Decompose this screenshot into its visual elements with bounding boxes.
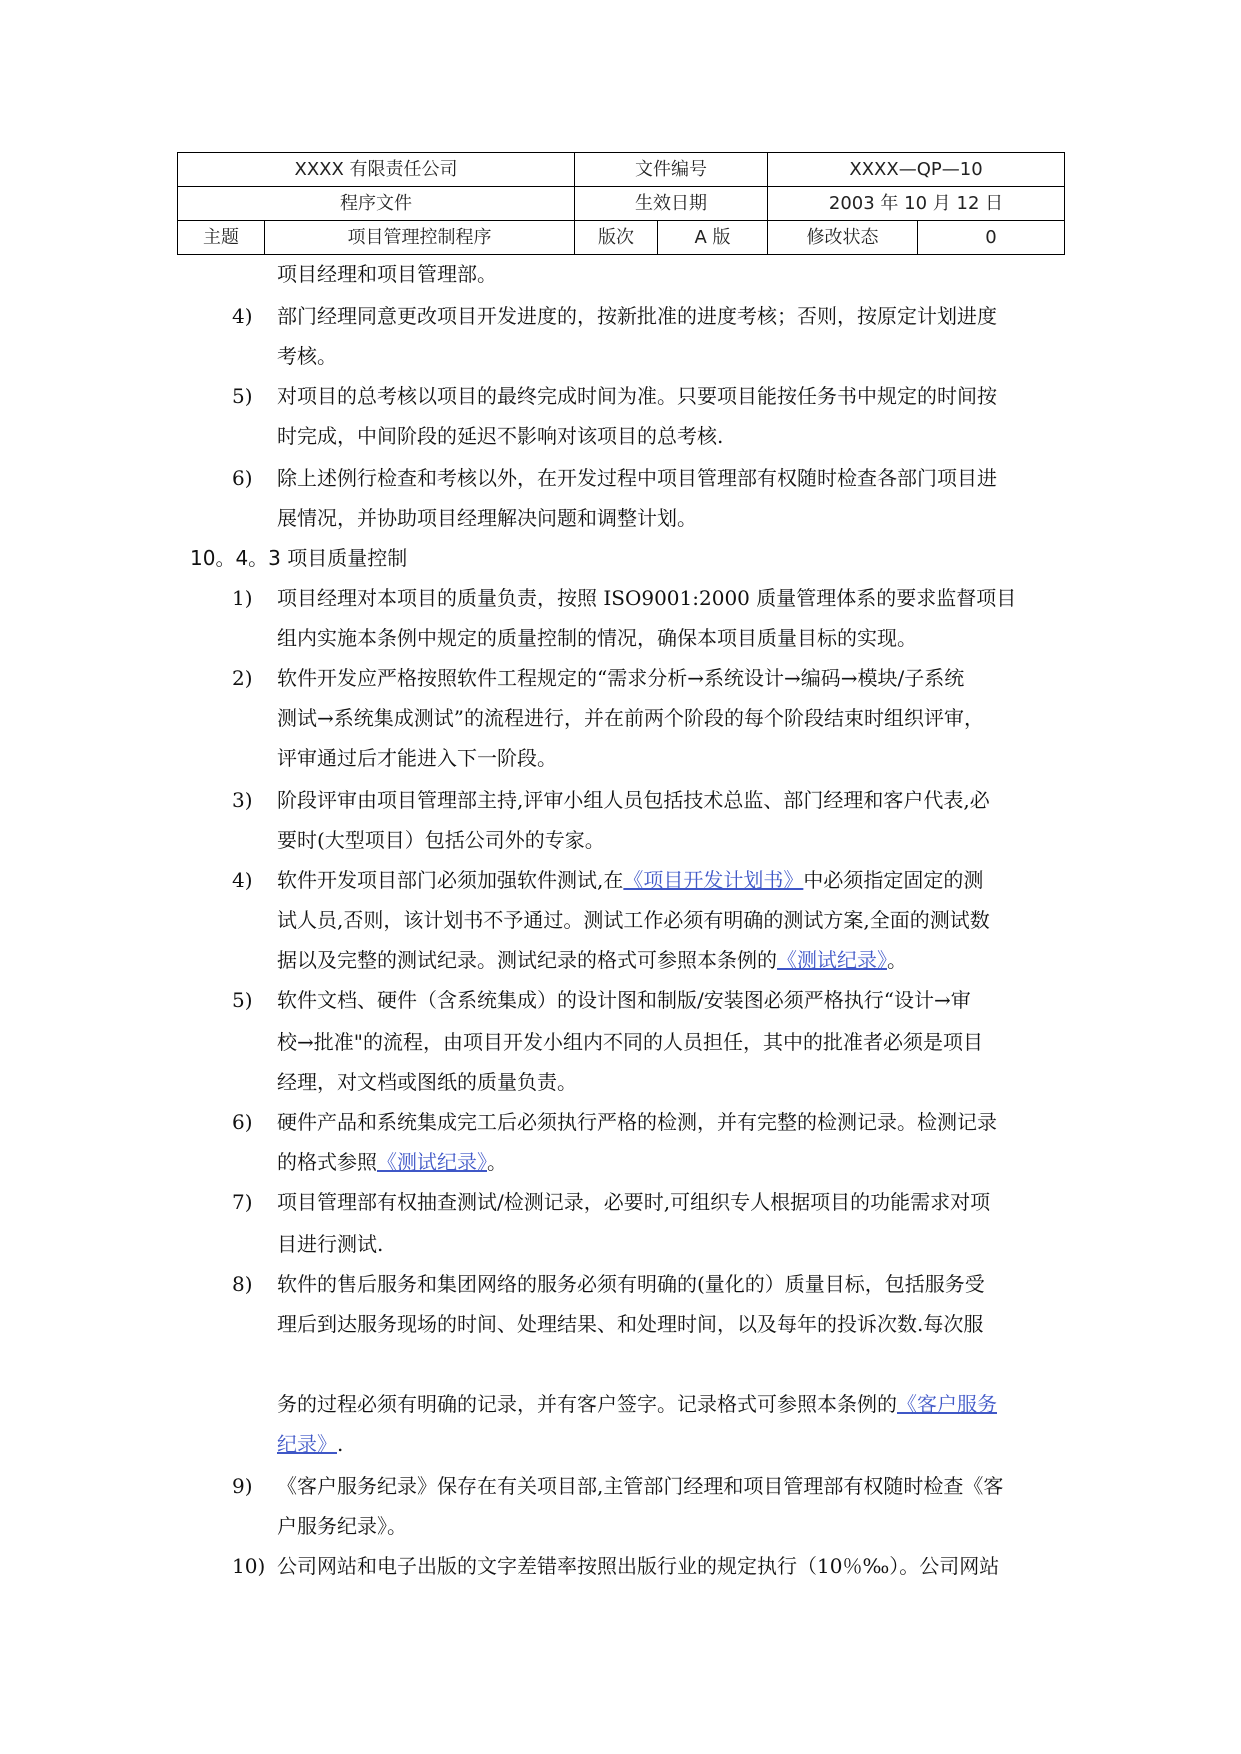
list-number: 4) [232, 868, 253, 892]
list-item-line: 务的过程必须有明确的记录，并有客户签字。记录格式可参照本条例的《客户服务 [277, 1392, 997, 1416]
document-type: 程序文件 [178, 187, 575, 221]
file-number: XXXX—QP—10 [768, 153, 1065, 187]
list-item-line: 时完成，中间阶段的延迟不影响对该项目的总考核. [277, 424, 724, 448]
file-number-label: 文件编号 [575, 153, 768, 187]
revision-label: 修改状态 [768, 221, 918, 255]
list-item-line: 对项目的总考核以项目的最终完成时间为准。只要项目能按任务书中规定的时间按 [277, 384, 997, 408]
list-item-line: 展情况，并协助项目经理解决问题和调整计划。 [277, 506, 697, 530]
list-number: 6) [232, 1110, 253, 1134]
paragraph-line: 项目经理和项目管理部。 [277, 262, 497, 286]
list-item-line: 软件开发项目部门必须加强软件测试,在《项目开发计划书》中必须指定固定的测 [277, 868, 984, 892]
list-item-line: 软件的售后服务和集团网络的服务必须有明确的(量化的）质量目标，包括服务受 [277, 1272, 985, 1296]
link-test-record[interactable]: 《测试纪录》 [777, 948, 887, 972]
version: A 版 [658, 221, 768, 255]
list-item-line: 《客户服务纪录》保存在有关项目部,主管部门经理和项目管理部有权随时检查《客 [277, 1474, 1004, 1498]
list-number: 5) [232, 988, 253, 1012]
list-number: 3) [232, 788, 253, 812]
list-number: 1) [232, 586, 253, 610]
list-item-line: 软件开发应严格按照软件工程规定的“需求分析→系统设计→编码→模块/子系统 [277, 666, 965, 690]
list-item-line: 项目经理对本项目的质量负责，按照 ISO9001:2000 质量管理体系的要求监督项目 [277, 586, 1017, 610]
effective-date-label: 生效日期 [575, 187, 768, 221]
list-number: 10) [232, 1554, 266, 1578]
list-number: 4) [232, 304, 253, 328]
list-number: 6) [232, 466, 253, 490]
list-item-line: 经理，对文档或图纸的质量负责。 [277, 1070, 577, 1094]
list-item-line: 硬件产品和系统集成完工后必须执行严格的检测，并有完整的检测记录。检测记录 [277, 1110, 997, 1134]
link-test-record[interactable]: 《测试纪录》 [377, 1150, 487, 1174]
link-project-plan[interactable]: 《项目开发计划书》 [623, 868, 804, 892]
version-label: 版次 [575, 221, 658, 255]
list-item-line: 纪录》. [277, 1432, 344, 1456]
list-item-line: 户服务纪录》。 [277, 1514, 407, 1538]
list-item-line: 理后到达服务现场的时间、处理结果、和处理时间，以及每年的投诉次数.每次服 [277, 1312, 984, 1336]
list-item-line: 据以及完整的测试纪录。测试纪录的格式可参照本条例的《测试纪录》。 [277, 948, 907, 972]
list-number: 8) [232, 1272, 253, 1296]
list-number: 5) [232, 384, 253, 408]
subject-label: 主题 [178, 221, 265, 255]
list-item-line: 除上述例行检查和考核以外，在开发过程中项目管理部有权随时检查各部门项目进 [277, 466, 997, 490]
list-number: 2) [232, 666, 253, 690]
list-item-line: 考核。 [277, 344, 337, 368]
link-customer-service-record[interactable]: 纪录》 [277, 1432, 337, 1456]
revision: 0 [918, 221, 1065, 255]
list-item-line: 公司网站和电子出版的文字差错率按照出版行业的规定执行（10％‰）。公司网站 [277, 1554, 1000, 1578]
list-item-line: 部门经理同意更改项目开发进度的，按新批准的进度考核；否则，按原定计划进度 [277, 304, 997, 328]
list-item-line: 测试→系统集成测试”的流程进行，并在前两个阶段的每个阶段结束时组织评审， [277, 706, 984, 730]
list-item-line: 组内实施本条例中规定的质量控制的情况，确保本项目质量目标的实现。 [277, 626, 917, 650]
list-item-line: 阶段评审由项目管理部主持,评审小组人员包括技术总监、部门经理和客户代表,必 [277, 788, 990, 812]
subject: 项目管理控制程序 [265, 221, 575, 255]
list-item-line: 目进行测试. [277, 1232, 384, 1256]
list-number: 7) [232, 1190, 253, 1214]
list-item-line: 的格式参照《测试纪录》。 [277, 1150, 507, 1174]
list-item-line: 试人员,否则，该计划书不予通过。测试工作必须有明确的测试方案,全面的测试数 [277, 908, 990, 932]
list-item-line: 评审通过后才能进入下一阶段。 [277, 746, 557, 770]
list-item-line: 项目管理部有权抽查测试/检测记录，必要时,可组织专人根据项目的功能需求对项 [277, 1190, 991, 1214]
company-name: XXXX 有限责任公司 [178, 153, 575, 187]
list-item-line: 校→批准"的流程，由项目开发小组内不同的人员担任，其中的批准者必须是项目 [277, 1030, 983, 1054]
list-item-line: 软件文档、硬件（含系统集成）的设计图和制版/安装图必须严格执行“设计→审 [277, 988, 971, 1012]
list-number: 9) [232, 1474, 253, 1498]
document-header-table [177, 152, 1065, 255]
section-heading: 10。4。3 项目质量控制 [190, 546, 408, 570]
link-customer-service-record[interactable]: 《客户服务 [897, 1392, 997, 1416]
effective-date: 2003 年 10 月 12 日 [768, 187, 1065, 221]
list-item-line: 要时(大型项目）包括公司外的专家。 [277, 828, 605, 852]
